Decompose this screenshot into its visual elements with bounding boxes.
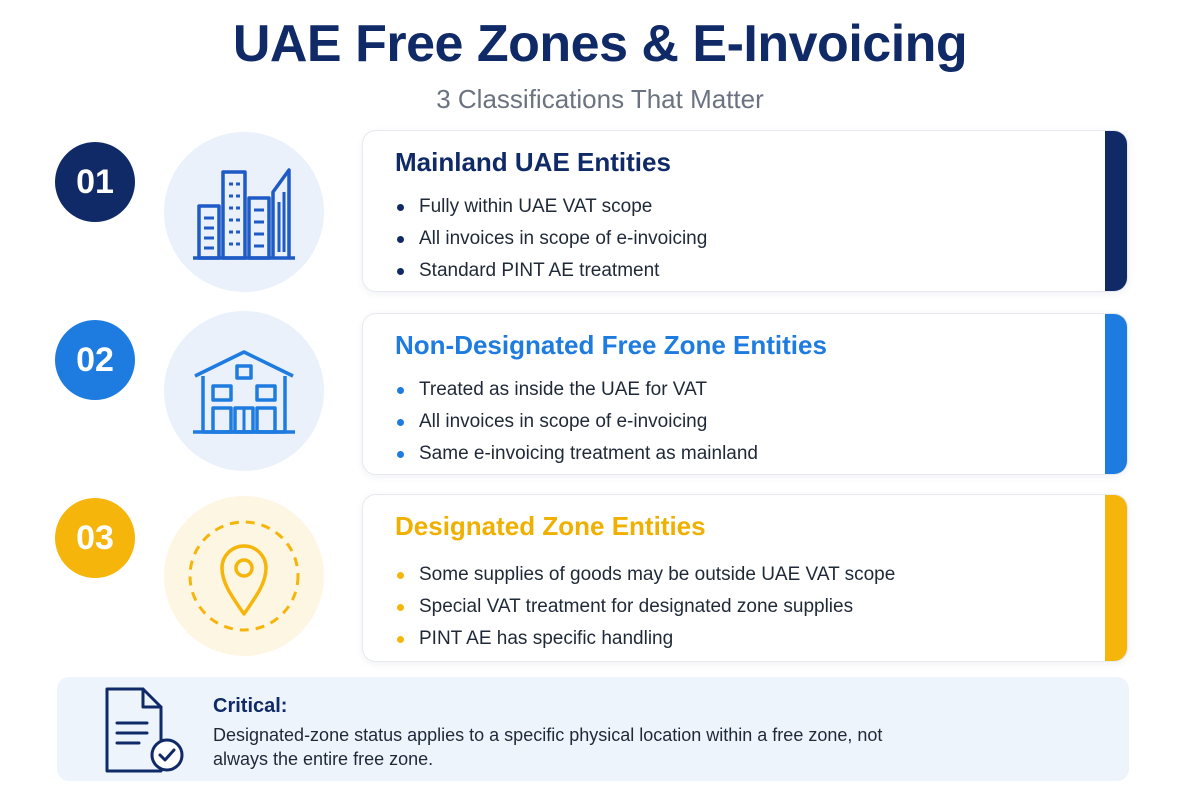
bullet-list	[395, 559, 895, 655]
bullet-dot	[397, 204, 404, 211]
number-badge	[55, 498, 135, 578]
bullet-text: Special VAT treatment for designated zone supplies	[419, 596, 854, 617]
icon-circle	[164, 496, 324, 656]
bullet-text: PINT AE has specific handling	[419, 628, 674, 649]
number-label: 03	[76, 518, 114, 557]
classification-row-mainland	[0, 130, 1200, 300]
bullet-text: Fully within UAE VAT scope	[419, 196, 653, 217]
bullet-dot	[397, 572, 404, 579]
note-text: Designated-zone status applies to a specific physical location within a free zone, not always the entire free zone.	[213, 725, 883, 769]
bullet-dot	[397, 419, 404, 426]
bullet-text: All invoices in scope of e-invoicing	[419, 411, 708, 432]
list-item	[395, 191, 707, 223]
bullet-text: Same e-invoicing treatment as mainland	[419, 443, 759, 464]
bullet-dot	[397, 387, 404, 394]
page-title: UAE Free Zones & E-Invoicing	[232, 15, 968, 73]
number-badge	[55, 142, 135, 222]
icon-circle	[164, 132, 324, 292]
card-title: Designated Zone Entities	[395, 511, 706, 541]
icon-circle	[164, 311, 324, 471]
classification-card	[362, 130, 1128, 292]
list-item	[395, 438, 758, 470]
bullet-text: Standard PINT AE treatment	[419, 260, 660, 281]
bullet-dot	[397, 636, 404, 643]
classification-row-designated	[0, 494, 1200, 664]
list-item	[395, 223, 707, 255]
list-item	[395, 406, 758, 438]
classification-card	[362, 313, 1128, 475]
document-check-icon	[103, 685, 193, 775]
bullet-text: Treated as inside the UAE for VAT	[419, 379, 707, 400]
bullet-dot	[397, 451, 404, 458]
card-title: Non-Designated Free Zone Entities	[395, 330, 827, 360]
card-title: Mainland UAE Entities	[395, 147, 671, 177]
warehouse-building-icon	[189, 346, 299, 436]
list-item	[395, 623, 895, 655]
bullet-list	[395, 374, 758, 470]
classification-row-non-designated	[0, 313, 1200, 483]
card-accent-bar	[1105, 314, 1127, 474]
card-accent-bar	[1105, 495, 1127, 661]
list-item	[395, 374, 758, 406]
location-pin-icon	[184, 516, 304, 636]
number-label: 02	[76, 340, 114, 379]
note-label: Critical:	[213, 695, 288, 717]
number-badge	[55, 320, 135, 400]
classification-card	[362, 494, 1128, 662]
bullet-dot	[397, 268, 404, 275]
city-buildings-icon	[189, 162, 299, 262]
list-item	[395, 591, 895, 623]
page-subtitle: 3 Classifications That Matter	[436, 84, 764, 114]
critical-note	[57, 677, 1129, 781]
card-accent-bar	[1105, 131, 1127, 291]
bullet-text: All invoices in scope of e-invoicing	[419, 228, 708, 249]
bullet-dot	[397, 604, 404, 611]
number-label: 01	[76, 162, 114, 201]
list-item	[395, 559, 895, 591]
list-item	[395, 255, 707, 287]
bullet-list	[395, 191, 707, 287]
bullet-text: Some supplies of goods may be outside UAE VAT scope	[419, 564, 896, 585]
bullet-dot	[397, 236, 404, 243]
